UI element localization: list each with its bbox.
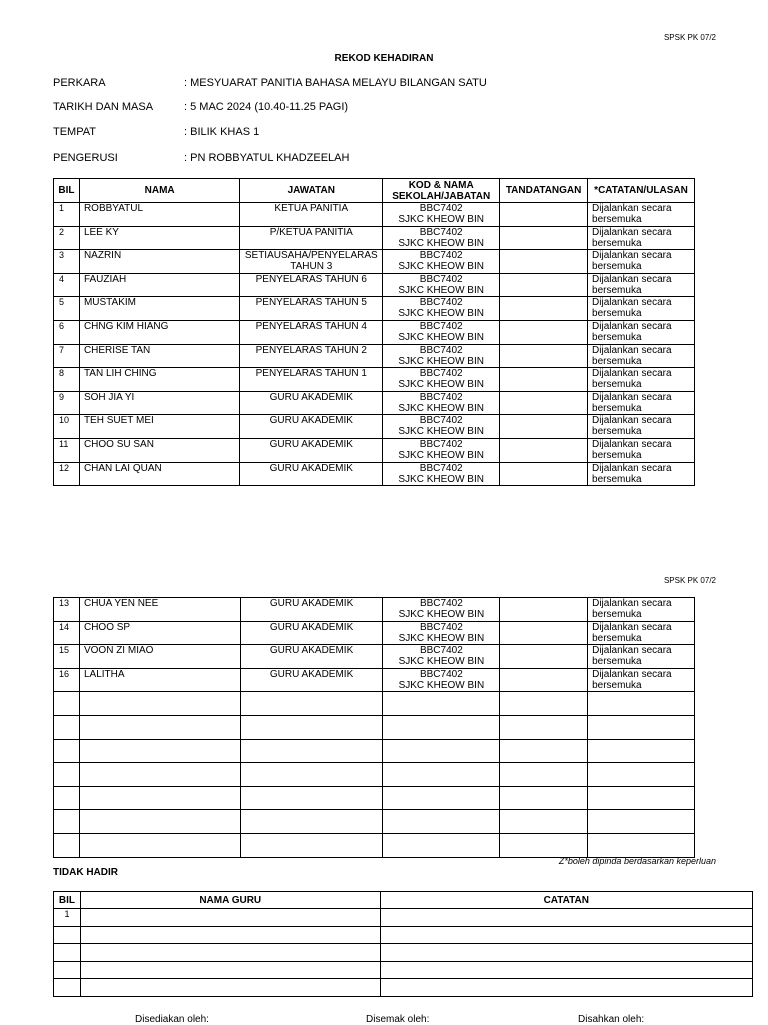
blank-cell [383, 810, 500, 834]
blank-cell [500, 786, 588, 810]
info-value-pengerusi: : PN ROBBYATUL KHADZEELAH [184, 152, 350, 164]
attendee-bil: 13 [54, 598, 80, 622]
blank-cell [500, 692, 588, 716]
attendee-tandatangan [500, 320, 588, 344]
attendee-catatan: Dijalankan secara bersemuka [588, 668, 695, 692]
attendee-nama: NAZRIN [79, 250, 239, 274]
attendee-kod-sekolah: BBC7402 SJKC KHEOW BIN [383, 645, 500, 669]
absent-row [54, 909, 753, 927]
info-value-tempat: : BILIK KHAS 1 [184, 126, 260, 138]
blank-cell [79, 833, 240, 857]
attendee-jawatan: GURU AKADEMIK [240, 462, 383, 486]
blank-cell [54, 763, 80, 787]
absent-nama [80, 961, 380, 979]
blank-row [54, 715, 695, 739]
attendee-nama: TAN LIH CHING [79, 368, 239, 392]
signature-checked: Disemak oleh: [366, 1014, 430, 1025]
attendee-nama: CHOO SU SAN [79, 438, 239, 462]
attendee-jawatan: GURU AKADEMIK [240, 645, 383, 669]
blank-cell [588, 786, 695, 810]
attendee-catatan: Dijalankan secara bersemuka [588, 621, 695, 645]
attendee-catatan: Dijalankan secara bersemuka [588, 598, 695, 622]
blank-cell [383, 763, 500, 787]
absent-catatan [380, 979, 752, 997]
attendee-jawatan: PENYELARAS TAHUN 5 [240, 297, 383, 321]
blank-cell [54, 692, 80, 716]
blank-cell [79, 692, 240, 716]
blank-cell [240, 786, 383, 810]
attendee-row [54, 250, 695, 274]
attendee-row [54, 297, 695, 321]
absent-header-catatan: CATATAN [380, 892, 752, 909]
blank-cell [383, 692, 500, 716]
form-code-page2: SPSK PK 07/2 [663, 576, 716, 585]
blank-cell [54, 715, 80, 739]
absent-title: TIDAK HADIR [53, 867, 118, 878]
attendee-bil: 5 [54, 297, 80, 321]
attendee-nama: LEE KY [79, 226, 239, 250]
attendee-catatan: Dijalankan secara bersemuka [588, 226, 695, 250]
attendee-jawatan: GURU AKADEMIK [240, 438, 383, 462]
blank-cell [240, 692, 383, 716]
attendee-tandatangan [500, 621, 588, 645]
attendee-jawatan: PENYELARAS TAHUN 6 [240, 273, 383, 297]
attendee-bil: 11 [54, 438, 80, 462]
attendee-bil: 15 [54, 645, 80, 669]
attendance-table-page1 [53, 178, 695, 486]
attendee-tandatangan [500, 391, 588, 415]
attendee-kod-sekolah: BBC7402 SJKC KHEOW BIN [383, 273, 500, 297]
blank-cell [79, 739, 240, 763]
attendee-catatan: Dijalankan secara bersemuka [588, 391, 695, 415]
attendee-nama: CHAN LAI QUAN [79, 462, 239, 486]
attendee-catatan: Dijalankan secara bersemuka [588, 344, 695, 368]
header-catatan: *CATATAN/ULASAN [588, 179, 695, 203]
blank-row [54, 833, 695, 857]
attendance-table-page2 [53, 597, 695, 858]
blank-row [54, 739, 695, 763]
attendee-kod-sekolah: BBC7402 SJKC KHEOW BIN [383, 621, 500, 645]
header-bil: BIL [54, 179, 80, 203]
signature-prepared: Disediakan oleh: [135, 1014, 209, 1025]
attendee-tandatangan [500, 273, 588, 297]
attendee-jawatan: PENYELARAS TAHUN 1 [240, 368, 383, 392]
attendee-kod-sekolah: BBC7402 SJKC KHEOW BIN [383, 226, 500, 250]
attendee-bil: 8 [54, 368, 80, 392]
attendee-jawatan: GURU AKADEMIK [240, 391, 383, 415]
attendee-row [54, 368, 695, 392]
attendee-tandatangan [500, 368, 588, 392]
attendee-kod-sekolah: BBC7402 SJKC KHEOW BIN [383, 250, 500, 274]
attendee-bil: 7 [54, 344, 80, 368]
attendee-bil: 4 [54, 273, 80, 297]
attendee-nama: CHUA YEN NEE [79, 598, 240, 622]
blank-cell [588, 763, 695, 787]
blank-cell [588, 715, 695, 739]
attendee-row [54, 598, 695, 622]
attendee-row [54, 391, 695, 415]
blank-cell [588, 692, 695, 716]
blank-cell [383, 715, 500, 739]
info-label-tempat: TEMPAT [53, 126, 96, 138]
attendee-nama: MUSTAKIM [79, 297, 239, 321]
attendee-bil: 6 [54, 320, 80, 344]
attendee-row [54, 462, 695, 486]
attendee-catatan: Dijalankan secara bersemuka [588, 438, 695, 462]
attendee-tandatangan [500, 598, 588, 622]
attendee-jawatan: GURU AKADEMIK [240, 598, 383, 622]
attendee-row [54, 344, 695, 368]
header-kod-sekolah: KOD & NAMA SEKOLAH/JABATAN [383, 179, 500, 203]
attendee-nama: CHERISE TAN [79, 344, 239, 368]
attendee-bil: 12 [54, 462, 80, 486]
absent-header-bil: BIL [54, 892, 81, 909]
absent-header-nama: NAMA GURU [80, 892, 380, 909]
info-label-pengerusi: PENGERUSI [53, 152, 118, 164]
header-nama: NAMA [79, 179, 239, 203]
absent-table [53, 891, 753, 997]
attendee-row [54, 226, 695, 250]
info-value-perkara: : MESYUARAT PANITIA BAHASA MELAYU BILANGAN SATU [184, 77, 487, 89]
signature-approved: Disahkan oleh: [578, 1014, 645, 1025]
info-label-tarikh: TARIKH DAN MASA [53, 101, 154, 113]
attendee-bil: 10 [54, 415, 80, 439]
blank-cell [240, 810, 383, 834]
attendee-tandatangan [500, 668, 588, 692]
attendee-catatan: Dijalankan secara bersemuka [588, 462, 695, 486]
attendee-row [54, 621, 695, 645]
attendee-row [54, 438, 695, 462]
blank-cell [240, 739, 383, 763]
attendee-nama: CHNG KIM HIANG [79, 320, 239, 344]
attendee-kod-sekolah: BBC7402 SJKC KHEOW BIN [383, 391, 500, 415]
attendee-jawatan: PENYELARAS TAHUN 4 [240, 320, 383, 344]
attendee-tandatangan [500, 203, 588, 227]
info-value-tarikh: : 5 MAC 2024 (10.40-11.25 PAGI) [184, 101, 349, 113]
attendee-jawatan: PENYELARAS TAHUN 2 [240, 344, 383, 368]
blank-cell [500, 715, 588, 739]
attendee-tandatangan [500, 344, 588, 368]
absent-row [54, 944, 753, 962]
attendee-catatan: Dijalankan secara bersemuka [588, 645, 695, 669]
attendee-kod-sekolah: BBC7402 SJKC KHEOW BIN [383, 598, 500, 622]
attendee-kod-sekolah: BBC7402 SJKC KHEOW BIN [383, 415, 500, 439]
attendee-tandatangan [500, 226, 588, 250]
attendee-catatan: Dijalankan secara bersemuka [588, 320, 695, 344]
absent-bil [54, 961, 81, 979]
attendee-kod-sekolah: BBC7402 SJKC KHEOW BIN [383, 368, 500, 392]
attendee-bil: 2 [54, 226, 80, 250]
attendee-row [54, 203, 695, 227]
blank-cell [500, 739, 588, 763]
attendee-bil: 14 [54, 621, 80, 645]
footnote: Z*boleh dipinda berdasarkan keperluan [558, 856, 716, 866]
attendee-nama: LALITHA [79, 668, 240, 692]
attendee-catatan: Dijalankan secara bersemuka [588, 250, 695, 274]
attendee-tandatangan [500, 297, 588, 321]
attendee-kod-sekolah: BBC7402 SJKC KHEOW BIN [383, 668, 500, 692]
attendee-nama: TEH SUET MEI [79, 415, 239, 439]
absent-row [54, 926, 753, 944]
blank-cell [79, 763, 240, 787]
absent-row [54, 961, 753, 979]
attendee-row [54, 273, 695, 297]
blank-cell [240, 833, 383, 857]
form-code: SPSK PK 07/2 [663, 33, 716, 42]
attendee-tandatangan [500, 250, 588, 274]
attendee-nama: ROBBYATUL [79, 203, 239, 227]
attendee-row [54, 415, 695, 439]
attendee-kod-sekolah: BBC7402 SJKC KHEOW BIN [383, 297, 500, 321]
blank-cell [383, 739, 500, 763]
info-label-perkara: PERKARA [53, 77, 106, 89]
attendee-jawatan: P/KETUA PANITIA [240, 226, 383, 250]
attendee-tandatangan [500, 645, 588, 669]
attendee-nama: FAUZIAH [79, 273, 239, 297]
blank-cell [500, 810, 588, 834]
blank-cell [500, 763, 588, 787]
attendee-catatan: Dijalankan secara bersemuka [588, 203, 695, 227]
attendee-kod-sekolah: BBC7402 SJKC KHEOW BIN [383, 203, 500, 227]
attendee-bil: 3 [54, 250, 80, 274]
blank-cell [79, 786, 240, 810]
attendee-jawatan: KETUA PANITIA [240, 203, 383, 227]
blank-cell [240, 715, 383, 739]
attendee-jawatan: SETIAUSAHA/PENYELARAS TAHUN 3 [240, 250, 383, 274]
blank-cell [588, 739, 695, 763]
attendee-tandatangan [500, 415, 588, 439]
attendee-nama: SOH JIA YI [79, 391, 239, 415]
attendee-catatan: Dijalankan secara bersemuka [588, 273, 695, 297]
absent-nama [80, 979, 380, 997]
blank-cell [383, 786, 500, 810]
header-jawatan: JAWATAN [240, 179, 383, 203]
attendee-tandatangan [500, 438, 588, 462]
attendee-catatan: Dijalankan secara bersemuka [588, 368, 695, 392]
absent-catatan [380, 944, 752, 962]
blank-cell [54, 739, 80, 763]
absent-nama [80, 926, 380, 944]
blank-cell [588, 833, 695, 857]
attendee-kod-sekolah: BBC7402 SJKC KHEOW BIN [383, 344, 500, 368]
header-tandatangan: TANDATANGAN [500, 179, 588, 203]
absent-bil [54, 944, 81, 962]
absent-catatan [380, 961, 752, 979]
attendee-jawatan: GURU AKADEMIK [240, 415, 383, 439]
blank-cell [79, 810, 240, 834]
attendee-catatan: Dijalankan secara bersemuka [588, 415, 695, 439]
absent-bil [54, 979, 81, 997]
blank-cell [54, 833, 80, 857]
attendee-row [54, 645, 695, 669]
document-title: REKOD KEHADIRAN [334, 53, 434, 64]
attendee-nama: VOON ZI MIAO [79, 645, 240, 669]
absent-bil [54, 926, 81, 944]
blank-cell [54, 810, 80, 834]
blank-cell [79, 715, 240, 739]
blank-cell [383, 833, 500, 857]
attendee-catatan: Dijalankan secara bersemuka [588, 297, 695, 321]
absent-catatan [380, 926, 752, 944]
blank-cell [240, 763, 383, 787]
absent-nama [80, 909, 380, 927]
attendee-bil: 1 [54, 203, 80, 227]
absent-nama [80, 944, 380, 962]
absent-row [54, 979, 753, 997]
blank-row [54, 763, 695, 787]
blank-row [54, 692, 695, 716]
blank-row [54, 810, 695, 834]
absent-bil: 1 [54, 909, 81, 927]
blank-cell [500, 833, 588, 857]
attendee-jawatan: GURU AKADEMIK [240, 621, 383, 645]
absent-catatan [380, 909, 752, 927]
blank-cell [588, 810, 695, 834]
attendee-row [54, 320, 695, 344]
attendee-jawatan: GURU AKADEMIK [240, 668, 383, 692]
attendee-kod-sekolah: BBC7402 SJKC KHEOW BIN [383, 462, 500, 486]
blank-row [54, 786, 695, 810]
attendee-bil: 9 [54, 391, 80, 415]
attendee-nama: CHOO SP [79, 621, 240, 645]
attendee-tandatangan [500, 462, 588, 486]
blank-cell [54, 786, 80, 810]
attendee-kod-sekolah: BBC7402 SJKC KHEOW BIN [383, 438, 500, 462]
attendee-bil: 16 [54, 668, 80, 692]
attendee-kod-sekolah: BBC7402 SJKC KHEOW BIN [383, 320, 500, 344]
attendee-row [54, 668, 695, 692]
